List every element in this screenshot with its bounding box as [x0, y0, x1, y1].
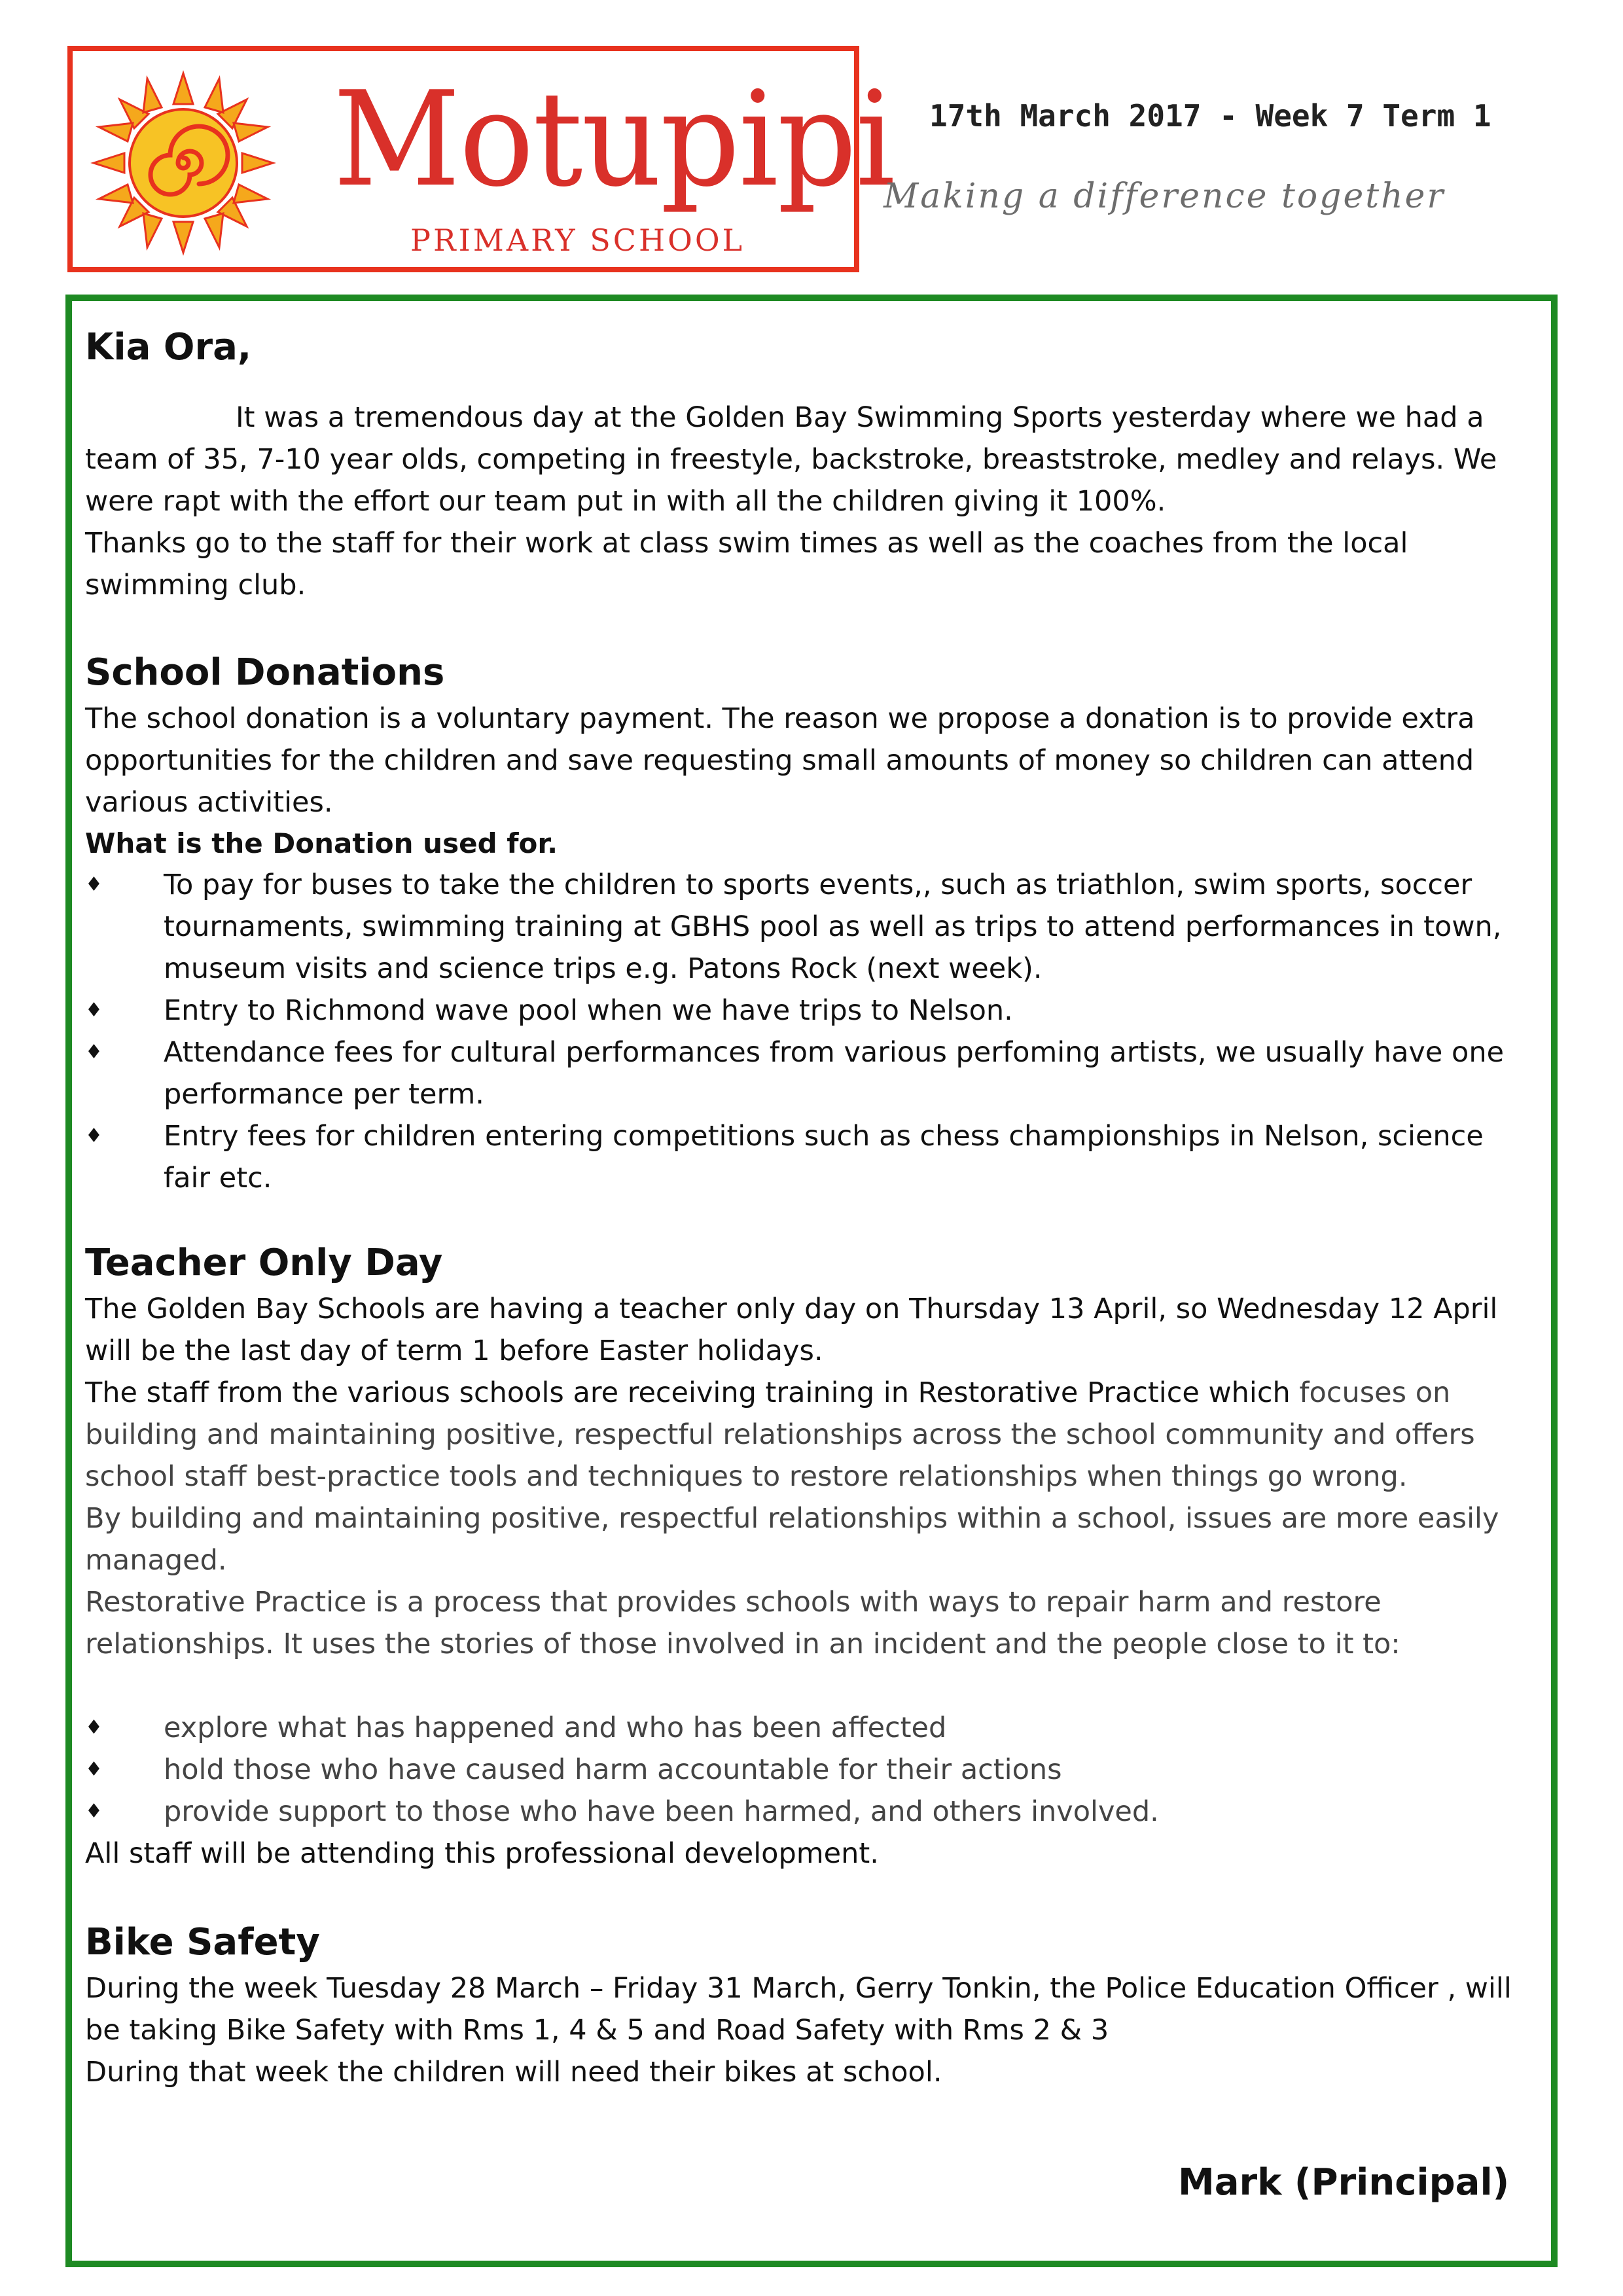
teacher-day-closing: All staff will be attending this professional development.	[85, 1837, 879, 1870]
bullet-icon: ♦	[85, 1716, 103, 1739]
list-item: ♦ Entry to Richmond wave pool when we have trips to Nelson.	[85, 990, 1525, 1031]
teacher-day-paragraph: The Golden Bay Schools are having a teacher only day on Thursday 13 April, so Wednesday 12 April will be the last day of term 1 before Easter holidays.	[85, 1293, 1498, 1367]
list-item: ♦ provide support to those who have been harmed, and others involved.	[85, 1791, 1525, 1833]
restorative-list	[85, 1707, 1525, 1833]
list-item: ♦ Attendance fees for cultural performances from various perfoming artists, we usually have one performance per term.	[85, 1031, 1525, 1115]
bullet-icon: ♦	[85, 1124, 103, 1147]
sun-icon	[88, 68, 278, 258]
relationships-paragraph: By building and maintaining positive, respectful relationships within a school, issues are more easily managed.	[85, 1502, 1499, 1577]
school-motto: Making a difference together	[883, 177, 1446, 216]
principal-signoff: Mark (Principal)	[1178, 2161, 1510, 2204]
section-title-teacher-day: Teacher Only Day	[85, 1242, 443, 1284]
intro-thanks: Thanks go to the staff for their work at class swim times as well as the coaches from the local swimming club.	[85, 527, 1408, 601]
donations-body: The school donation is a voluntary payment. The reason we propose a donation is to provide extra opportunities for the children and save requesting small amounts of money so children can attend various activities.	[85, 702, 1475, 819]
restorative-practice-paragraph: The staff from the various schools are receiving training in Restorative Practice which focuses on building and maintaining positive, respectful relationships across the school community and offers school staff best-practice tools and techniques to restore relationships when things go wrong.	[85, 1376, 1475, 1493]
donations-subheading: What is the Donation used for.	[85, 827, 558, 859]
bullet-icon: ♦	[85, 1758, 103, 1781]
newsletter-content	[85, 325, 1525, 2093]
school-logo	[67, 46, 895, 272]
list-item: ♦ Entry fees for children entering competitions such as chess championships in Nelson, science fair etc.	[85, 1115, 1525, 1199]
bullet-icon: ♦	[85, 1800, 103, 1823]
list-item: ♦ hold those who have caused harm accountable for their actions	[85, 1749, 1525, 1791]
list-item: ♦ To pay for buses to take the children to sports events,, such as triathlon, swim sports, soccer tournaments, swimming training at GBHS pool as well as trips to attend performances in town, museum visits and science trips e.g. Patons Rock (next week).	[85, 864, 1525, 990]
section-title-donations: School Donations	[85, 651, 445, 694]
bike-safety-note: During that week the children will need their bikes at school.	[85, 2056, 942, 2089]
greeting: Kia Ora,	[85, 326, 252, 368]
bullet-icon: ♦	[85, 1041, 103, 1064]
section-title-bike-safety: Bike Safety	[85, 1921, 320, 1964]
donations-list	[85, 864, 1525, 1199]
logo-wordmark: Motupipi	[333, 63, 895, 216]
list-item: ♦ explore what has happened and who has been affected	[85, 1707, 1525, 1749]
process-paragraph: Restorative Practice is a process that provides schools with ways to repair harm and restore relationships. It uses the stories of those involved in an incident and the people close to it to:	[85, 1586, 1400, 1660]
bike-safety-paragraph: During the week Tuesday 28 March – Friday 31 March, Gerry Tonkin, the Police Education Officer , will be taking Bike Safety with Rms 1, 4 & 5 and Road Safety with Rms 2 & 3	[85, 1972, 1512, 2047]
logo-subtitle: PRIMARY SCHOOL	[410, 223, 745, 258]
bullet-icon: ♦	[85, 873, 103, 896]
intro-paragraph: It was a tremendous day at the Golden Bay Swimming Sports yesterday where we had a team of 35, 7-10 year olds, competing in freestyle, backstroke, breaststroke, medley and relays. We were rapt with the effort our team put in with all the children giving it 100%.	[85, 401, 1497, 518]
issue-date: 17th March 2017 - Week 7 Term 1	[929, 98, 1491, 134]
bullet-icon: ♦	[85, 999, 103, 1022]
